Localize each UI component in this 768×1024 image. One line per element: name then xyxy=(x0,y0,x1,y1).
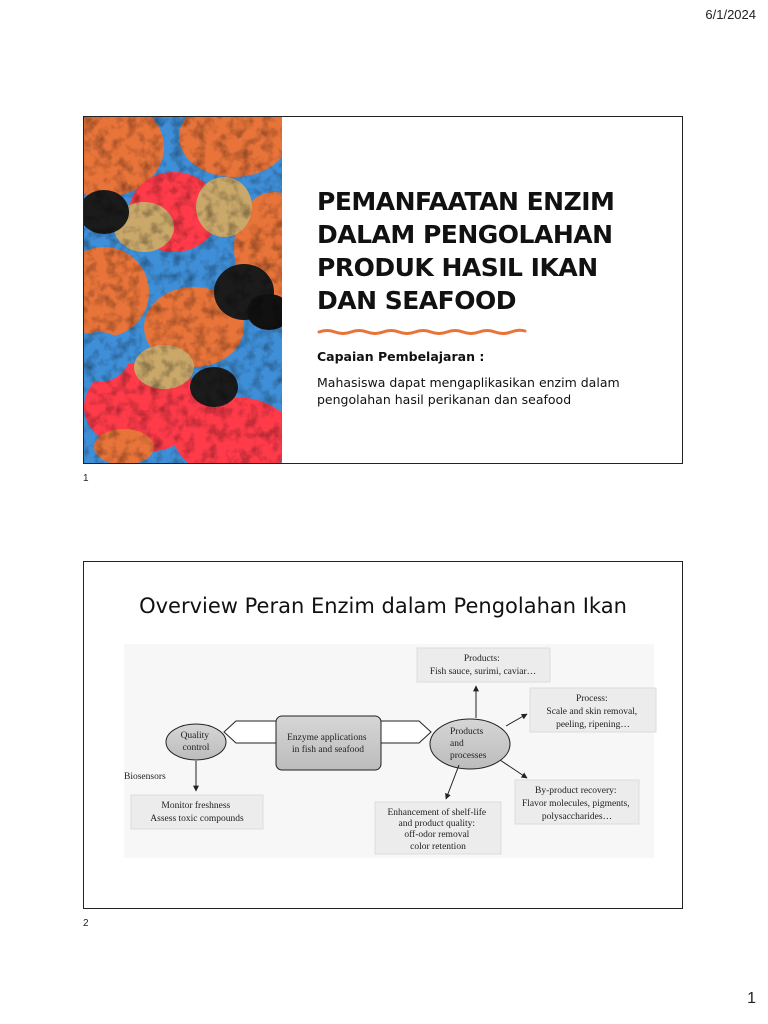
page-number: 1 xyxy=(747,990,756,1007)
shelf-line-4: color retention xyxy=(410,842,466,852)
shelf-line-1: Enhancement of shelf-life xyxy=(387,808,487,818)
process-line-1: Process: xyxy=(575,694,608,704)
learning-outcome-heading: Capaian Pembelajaran : xyxy=(317,349,485,364)
products-line-2: and xyxy=(450,739,464,749)
byproduct-line-1: By-product recovery: xyxy=(535,786,617,796)
date-header: 6/1/2024 xyxy=(705,7,756,22)
slide-1 xyxy=(83,116,683,464)
products-box-line-2: Fish sauce, surimi, caviar… xyxy=(429,667,537,677)
byproduct-line-3: polysaccharides… xyxy=(541,812,613,822)
title-line-1: PEMANFAATAN ENZIM xyxy=(317,187,615,216)
title-line-4: DAN SEAFOOD xyxy=(317,286,516,315)
title-line-3: PRODUK HASIL IKAN xyxy=(317,253,598,282)
shelf-line-2: and product quality: xyxy=(398,819,476,829)
outcome-line-2: pengolahan hasil perikanan dan seafood xyxy=(317,392,572,407)
center-line-2: in fish and seafood xyxy=(291,745,365,755)
quality-control-node xyxy=(166,724,226,760)
slide-title xyxy=(317,185,657,317)
process-line-2: Scale and skin removal, xyxy=(546,707,638,717)
monitor-line-1: Monitor freshness xyxy=(161,801,231,811)
shelf-line-3: off-odor removal xyxy=(404,830,470,840)
byproduct-line-2: Flavor molecules, pigments, xyxy=(521,799,630,809)
title-block xyxy=(317,185,657,408)
slide-number-1: 1 xyxy=(83,473,89,484)
biosensors-label: Biosensors xyxy=(124,772,166,782)
products-box-line-1: Products: xyxy=(463,654,500,664)
learning-outcome-text xyxy=(317,374,657,408)
enzyme-applications-diagram xyxy=(84,562,683,908)
products-line-3: processes xyxy=(450,751,487,761)
abstract-pattern-image xyxy=(84,117,282,463)
quality-line-1: Quality xyxy=(180,731,210,741)
products-line-1: Products xyxy=(450,727,484,737)
slide-2-title: Overview Peran Enzim dalam Pengolahan Ikan xyxy=(139,594,627,618)
process-line-3: peeling, ripening… xyxy=(556,720,630,730)
accent-underline xyxy=(317,327,527,335)
left-connector xyxy=(224,721,276,743)
outcome-line-1: Mahasiswa dapat mengaplikasikan enzim dalam xyxy=(317,375,620,390)
monitor-line-2: Assess toxic compounds xyxy=(150,814,244,824)
enzyme-applications-box xyxy=(276,716,381,770)
title-line-2: DALAM PENGOLAHAN xyxy=(317,220,613,249)
center-line-1: Enzyme applications xyxy=(287,733,367,743)
quality-line-2: control xyxy=(182,743,210,753)
slide-2 xyxy=(83,561,683,909)
slide-number-2: 2 xyxy=(83,918,89,929)
